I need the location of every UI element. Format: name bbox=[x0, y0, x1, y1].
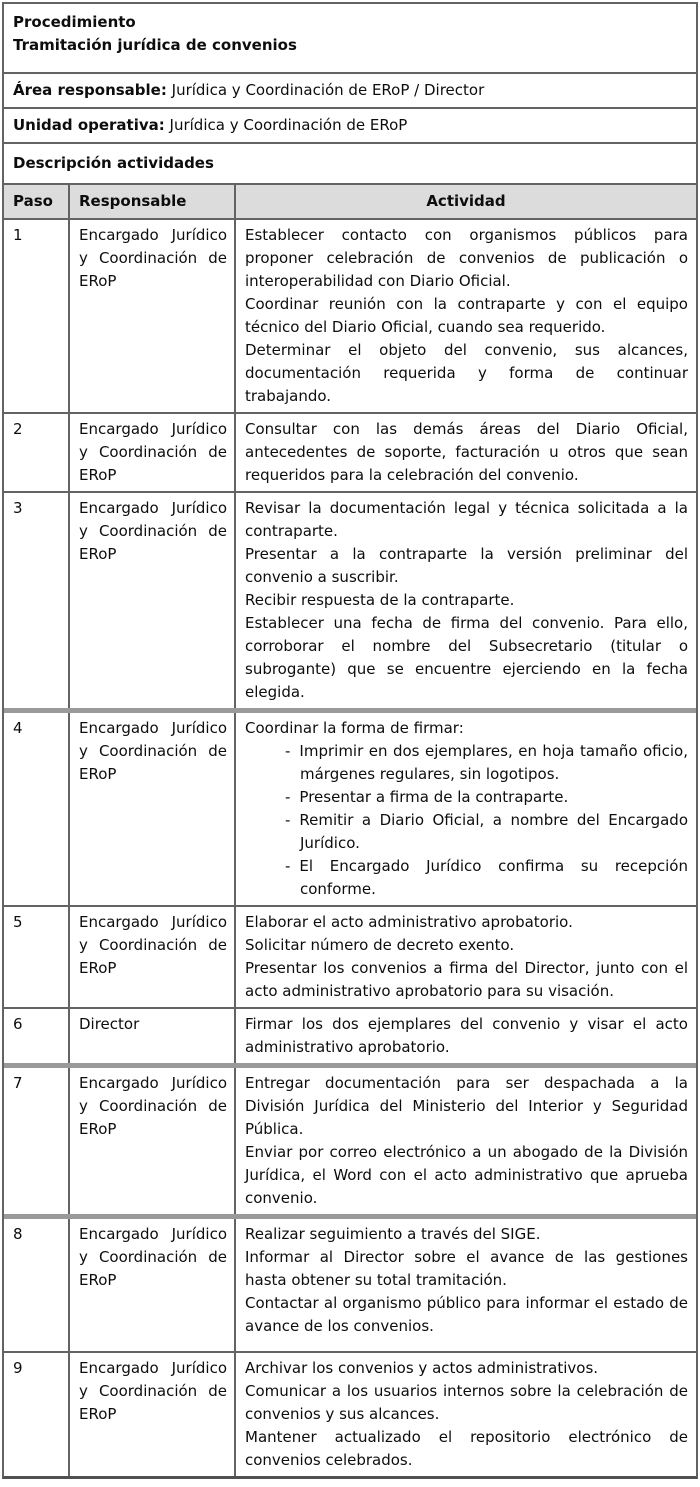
activity-cell bbox=[236, 1009, 696, 1063]
activity-paragraph: Solicitar número de decreto exento. bbox=[245, 936, 515, 954]
document-title-line1: Procedimiento bbox=[13, 13, 136, 31]
table-row bbox=[4, 491, 696, 708]
activity-paragraph: Presentar a la contraparte la versión preliminar del convenio a suscribir. bbox=[245, 545, 688, 586]
activity-cell bbox=[236, 414, 696, 491]
responsible-cell: Encargado Jurídico y Coordinación de ERoP bbox=[70, 1219, 236, 1351]
responsible-cell: Encargado Jurídico y Coordinación de ERoP bbox=[70, 907, 236, 1007]
procedure-document bbox=[2, 2, 698, 1479]
activity-paragraph: Entregar documentación para ser despachada a la División Jurídica del Ministerio del Interior y Seguridad Pública. bbox=[245, 1074, 688, 1138]
table-row bbox=[4, 1351, 696, 1476]
step-number: 2 bbox=[4, 414, 70, 491]
document-title-line2: Tramitación jurídica de convenios bbox=[13, 36, 297, 54]
activity-bullet-item: - Imprimir en dos ejemplares, en hoja tamaño oficio, márgenes regulares, sin logotipos. bbox=[245, 740, 688, 786]
step-number: 3 bbox=[4, 493, 70, 708]
activity-cell bbox=[236, 1353, 696, 1476]
table-header-row bbox=[4, 183, 696, 218]
activity-paragraph: Presentar los convenios a firma del Director, junto con el acto administrativo aprobatorio para su visación. bbox=[245, 959, 688, 1000]
activity-paragraph: Coordinar reunión con la contraparte y con el equipo técnico del Diario Oficial, cuando sea requerido. bbox=[245, 295, 688, 336]
responsible-cell: Encargado Jurídico y Coordinación de ERoP bbox=[70, 493, 236, 708]
activity-paragraph: Contactar al organismo público para informar el estado de avance de los convenios. bbox=[245, 1294, 688, 1335]
responsible-cell: Director bbox=[70, 1009, 236, 1063]
activity-paragraph: Elaborar el acto administrativo aprobatorio. bbox=[245, 913, 573, 931]
step-number: 6 bbox=[4, 1009, 70, 1063]
activity-bullet-item: - El Encargado Jurídico confirma su recepción conforme. bbox=[245, 855, 688, 901]
unidad-operativa-value: Jurídica y Coordinación de ERoP bbox=[169, 116, 408, 134]
step-number: 8 bbox=[4, 1219, 70, 1351]
responsible-cell: Encargado Jurídico y Coordinación de ERoP bbox=[70, 1353, 236, 1476]
activity-paragraph: Mantener actualizado el repositorio electrónico de convenios celebrados. bbox=[245, 1428, 688, 1469]
activity-bullet-item: - Presentar a firma de la contraparte. bbox=[245, 786, 688, 809]
activity-paragraph: Establecer una fecha de firma del convenio. Para ello, corroborar el nombre del Subsecretario (titular o subrogante) que se encuentre ejerciendo en la fecha elegida. bbox=[245, 614, 688, 701]
responsible-cell: Encargado Jurídico y Coordinación de ERoP bbox=[70, 713, 236, 905]
header-responsable: Responsable bbox=[70, 185, 236, 218]
header-paso: Paso bbox=[4, 185, 70, 218]
table-row bbox=[4, 1214, 696, 1351]
activity-cell bbox=[236, 907, 696, 1007]
step-number: 5 bbox=[4, 907, 70, 1007]
table-row bbox=[4, 905, 696, 1007]
activity-paragraph: Recibir respuesta de la contraparte. bbox=[245, 591, 515, 609]
header-actividad: Actividad bbox=[426, 192, 506, 210]
unidad-operativa-row bbox=[4, 107, 696, 142]
activity-cell bbox=[236, 1068, 696, 1214]
activity-paragraph: Consultar con las demás áreas del Diario Oficial, antecedentes de soporte, facturación u otros que sean requeridos para la celebración del convenio. bbox=[245, 420, 688, 484]
area-responsable-label: Área responsable: bbox=[13, 81, 167, 99]
table-row bbox=[4, 218, 696, 412]
unidad-operativa-label: Unidad operativa: bbox=[13, 116, 165, 134]
table-row bbox=[4, 412, 696, 491]
activity-paragraph: Determinar el objeto del convenio, sus alcances, documentación requerida y forma de continuar trabajando. bbox=[245, 341, 688, 405]
table-row bbox=[4, 1063, 696, 1214]
activity-paragraph: Revisar la documentación legal y técnica solicitada a la contraparte. bbox=[245, 499, 688, 540]
activity-paragraph: Enviar por correo electrónico a un abogado de la División Jurídica, el Word con el acto administrativo que aprueba convenio. bbox=[245, 1143, 688, 1207]
step-number: 1 bbox=[4, 220, 70, 412]
step-number: 7 bbox=[4, 1068, 70, 1214]
activity-cell bbox=[236, 713, 696, 905]
table-row bbox=[4, 708, 696, 905]
activity-paragraph: Comunicar a los usuarios internos sobre la celebración de convenios y sus alcances. bbox=[245, 1382, 688, 1423]
step-number: 4 bbox=[4, 713, 70, 905]
activity-paragraph: Establecer contacto con organismos públicos para proponer celebración de convenios de publicación o interoperabilidad con Diario Oficial. bbox=[245, 226, 688, 290]
activity-cell bbox=[236, 220, 696, 412]
activity-paragraph: Informar al Director sobre el avance de las gestiones hasta obtener su total tramitación. bbox=[245, 1248, 688, 1289]
table-row bbox=[4, 1007, 696, 1063]
activity-paragraph: Realizar seguimiento a través del SIGE. bbox=[245, 1225, 541, 1243]
descripcion-actividades-label: Descripción actividades bbox=[13, 154, 214, 172]
area-responsable-row bbox=[4, 72, 696, 107]
area-responsable-value: Jurídica y Coordinación de ERoP / Director bbox=[171, 81, 485, 99]
responsible-cell: Encargado Jurídico y Coordinación de ERoP bbox=[70, 220, 236, 412]
descripcion-actividades-row bbox=[4, 142, 696, 183]
activity-cell bbox=[236, 493, 696, 708]
activity-paragraph: Archivar los convenios y actos administrativos. bbox=[245, 1359, 599, 1377]
responsible-cell: Encargado Jurídico y Coordinación de ERoP bbox=[70, 414, 236, 491]
step-number: 9 bbox=[4, 1353, 70, 1476]
activity-paragraph: Coordinar la forma de firmar: bbox=[245, 719, 464, 737]
activity-cell bbox=[236, 1219, 696, 1351]
responsible-cell: Encargado Jurídico y Coordinación de ERoP bbox=[70, 1068, 236, 1214]
activity-bullet-item: - Remitir a Diario Oficial, a nombre del Encargado Jurídico. bbox=[245, 809, 688, 855]
document-title-cell bbox=[4, 4, 696, 72]
activity-paragraph: Firmar los dos ejemplares del convenio y visar el acto administrativo aprobatorio. bbox=[245, 1015, 688, 1056]
